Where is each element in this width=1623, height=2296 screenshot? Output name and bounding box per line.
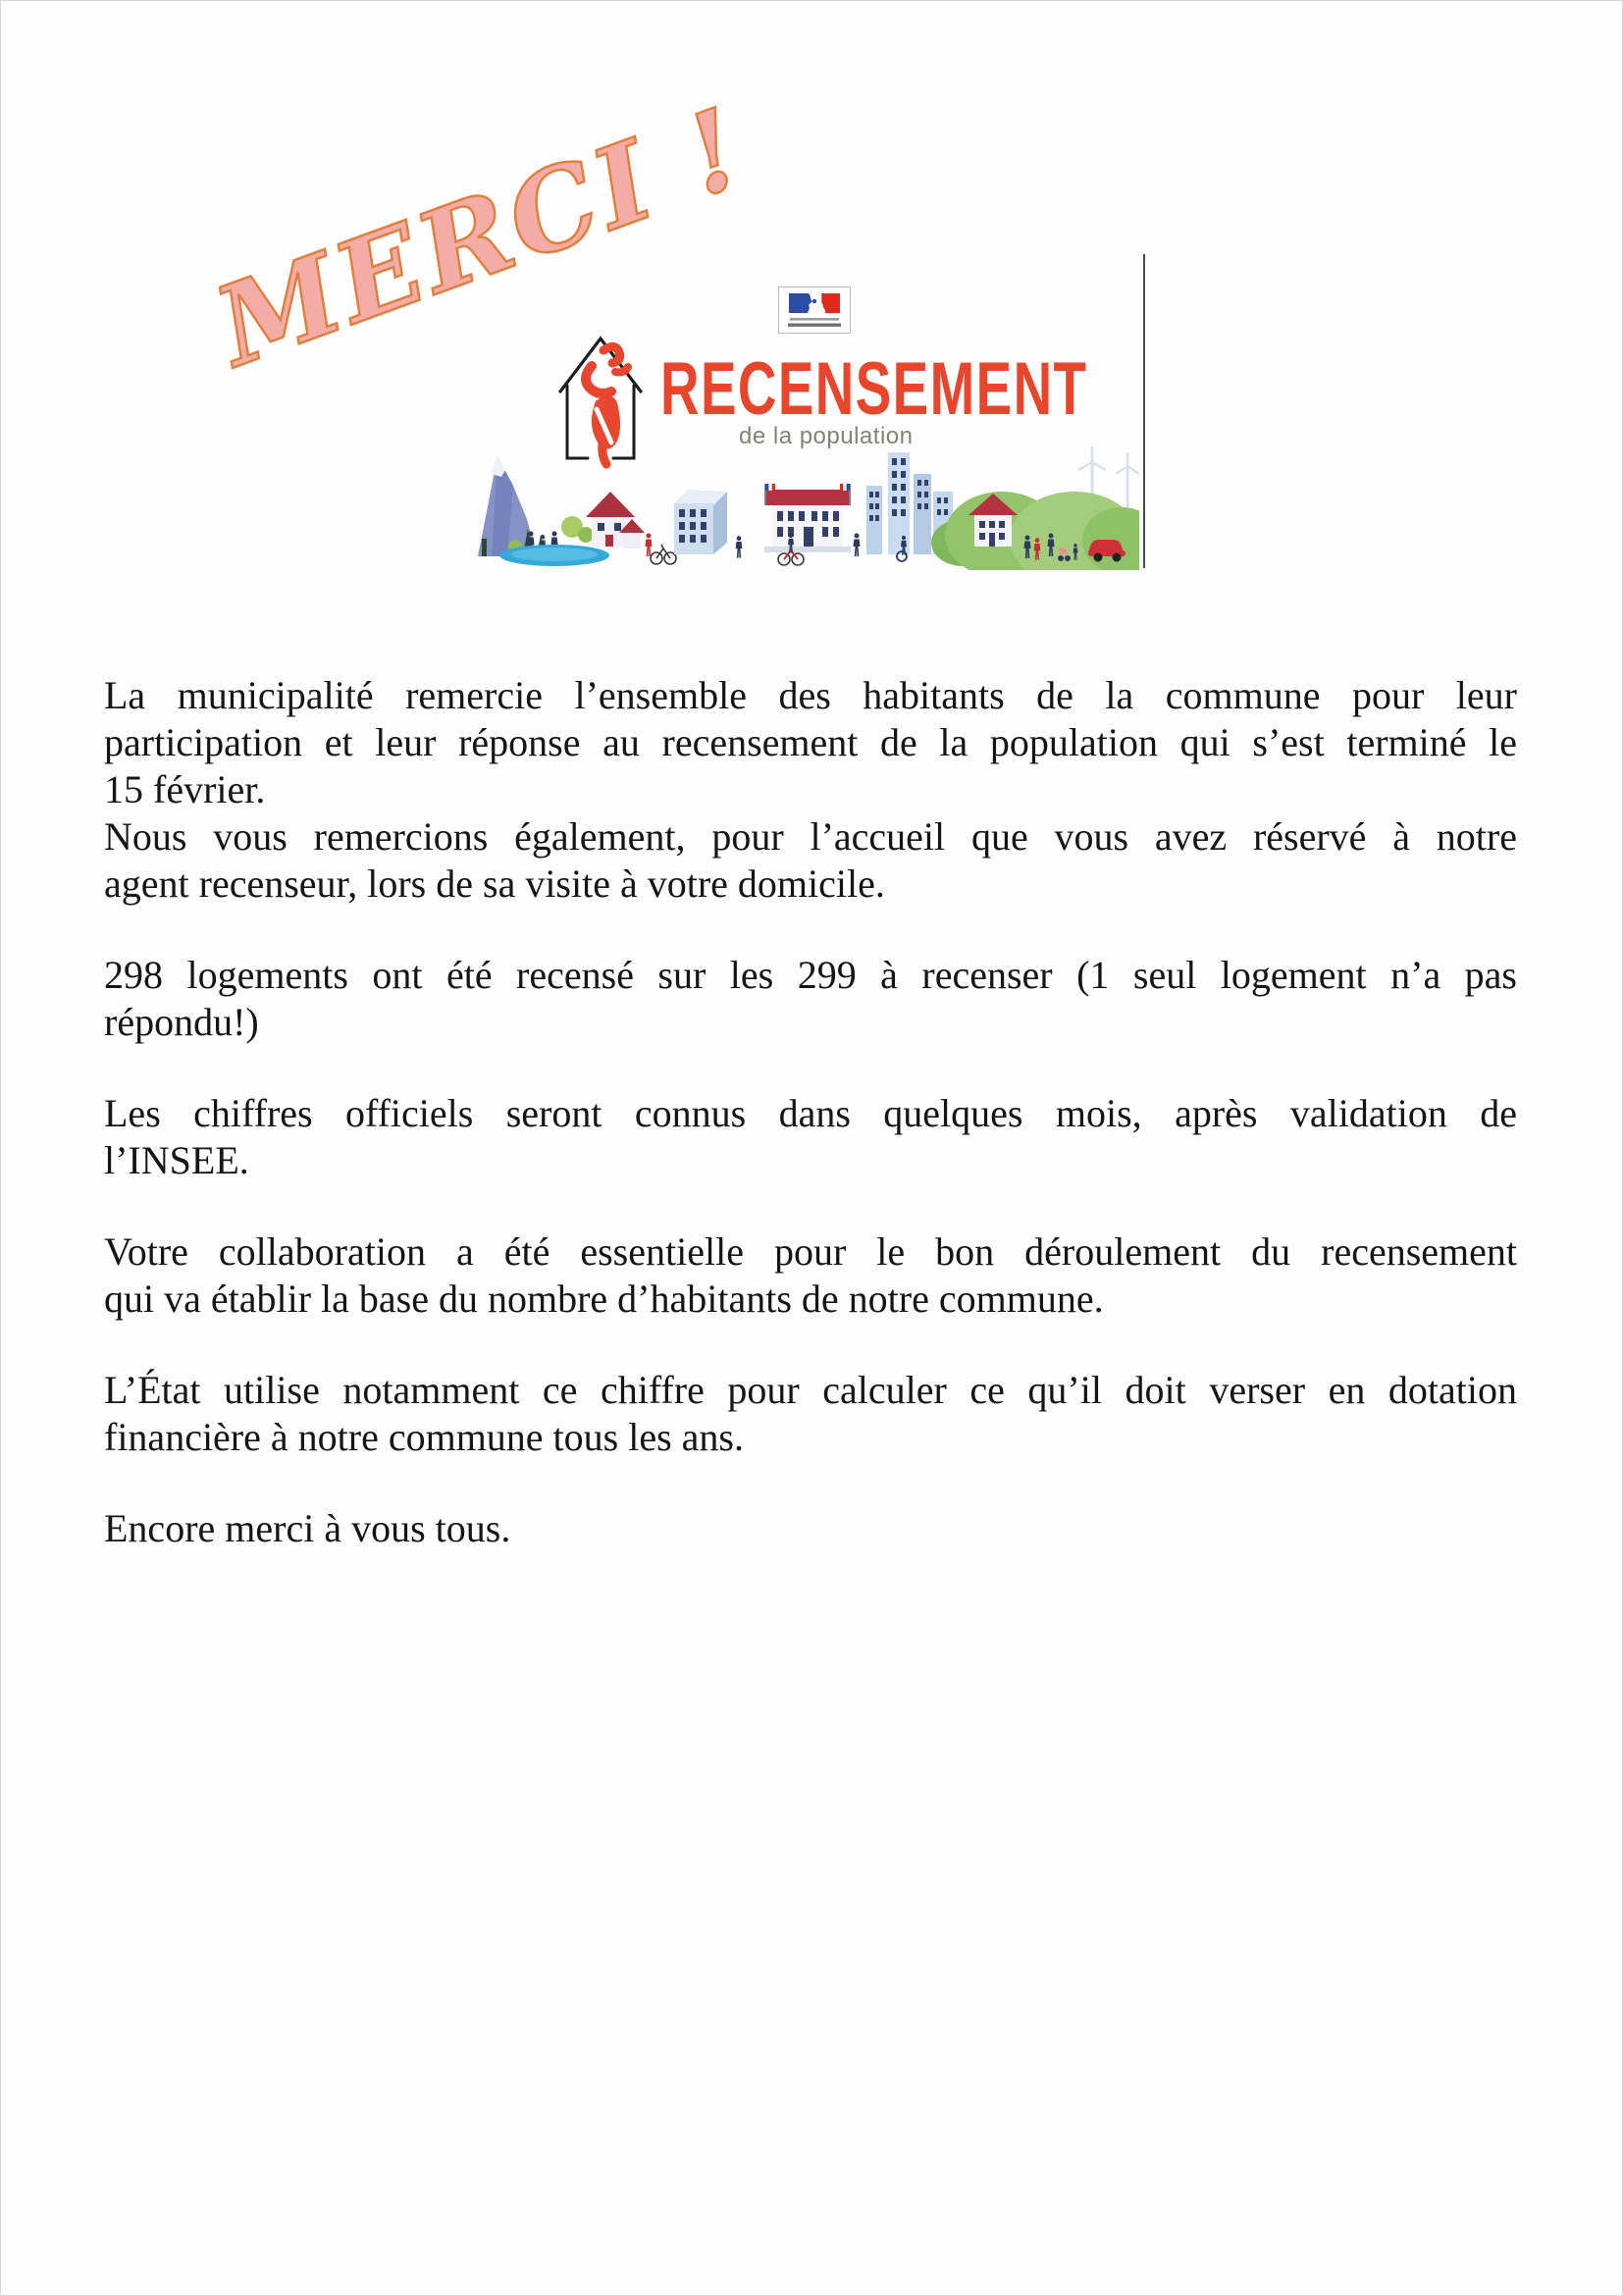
text-line: 298 logements ont été recensé sur les 299 à recenser (1 seul logement n’a pas bbox=[104, 953, 1517, 997]
text-line: Encore merci à vous tous. bbox=[104, 1506, 511, 1550]
tree bbox=[578, 527, 594, 543]
text-line: l’INSEE. bbox=[104, 1138, 249, 1182]
census-logo-title: RECENSEMENT bbox=[660, 347, 1088, 431]
paragraph bbox=[104, 952, 1517, 1046]
paragraph bbox=[104, 1367, 1517, 1461]
text-line: participation et leur réponse au recensement de la population qui s’est terminé le bbox=[104, 720, 1517, 764]
text-line: financière à notre commune tous les ans. bbox=[104, 1415, 744, 1459]
paragraph bbox=[104, 672, 1517, 813]
pond-highlight bbox=[511, 548, 598, 561]
apartment-building bbox=[674, 490, 742, 558]
header-divider-line bbox=[1143, 254, 1145, 568]
paragraph bbox=[104, 1228, 1517, 1323]
text-line: L’État utilise notamment ce chiffre pour calculer ce qu’il doit verser en dotation bbox=[104, 1368, 1517, 1412]
town-illustration bbox=[472, 444, 1139, 570]
text-line: 15 février. bbox=[104, 767, 266, 811]
marianne-flag-icon bbox=[778, 287, 851, 334]
paragraph bbox=[104, 813, 1517, 908]
census-logo-subtitle: de la population bbox=[739, 423, 914, 449]
town-hall-with-french-flags bbox=[764, 484, 861, 565]
cyclist bbox=[646, 534, 677, 565]
text-line: Nous vous remercions également, pour l’accueil que vous avez réservé à notre bbox=[104, 814, 1517, 859]
text-line: qui va établir la base du nombre d’habitants de notre commune. bbox=[104, 1277, 1104, 1321]
text-line: répondu!) bbox=[104, 1000, 259, 1044]
paragraph bbox=[104, 1505, 1517, 1552]
paragraph bbox=[104, 1090, 1517, 1184]
village-house bbox=[586, 492, 645, 548]
text-line: agent recenseur, lors de sa visite à votre domicile. bbox=[104, 861, 885, 906]
text-line: Les chiffres officiels seront connus dans quelques mois, après validation de bbox=[104, 1091, 1517, 1135]
text-line: Votre collaboration a été essentielle pour le bon déroulement du recensement bbox=[104, 1229, 1517, 1274]
merci-headline: MERCI ! bbox=[200, 82, 761, 392]
text-line: La municipalité remercie l’ensemble des habitants de la commune pour leur bbox=[104, 673, 1517, 717]
body-text bbox=[104, 672, 1517, 1552]
